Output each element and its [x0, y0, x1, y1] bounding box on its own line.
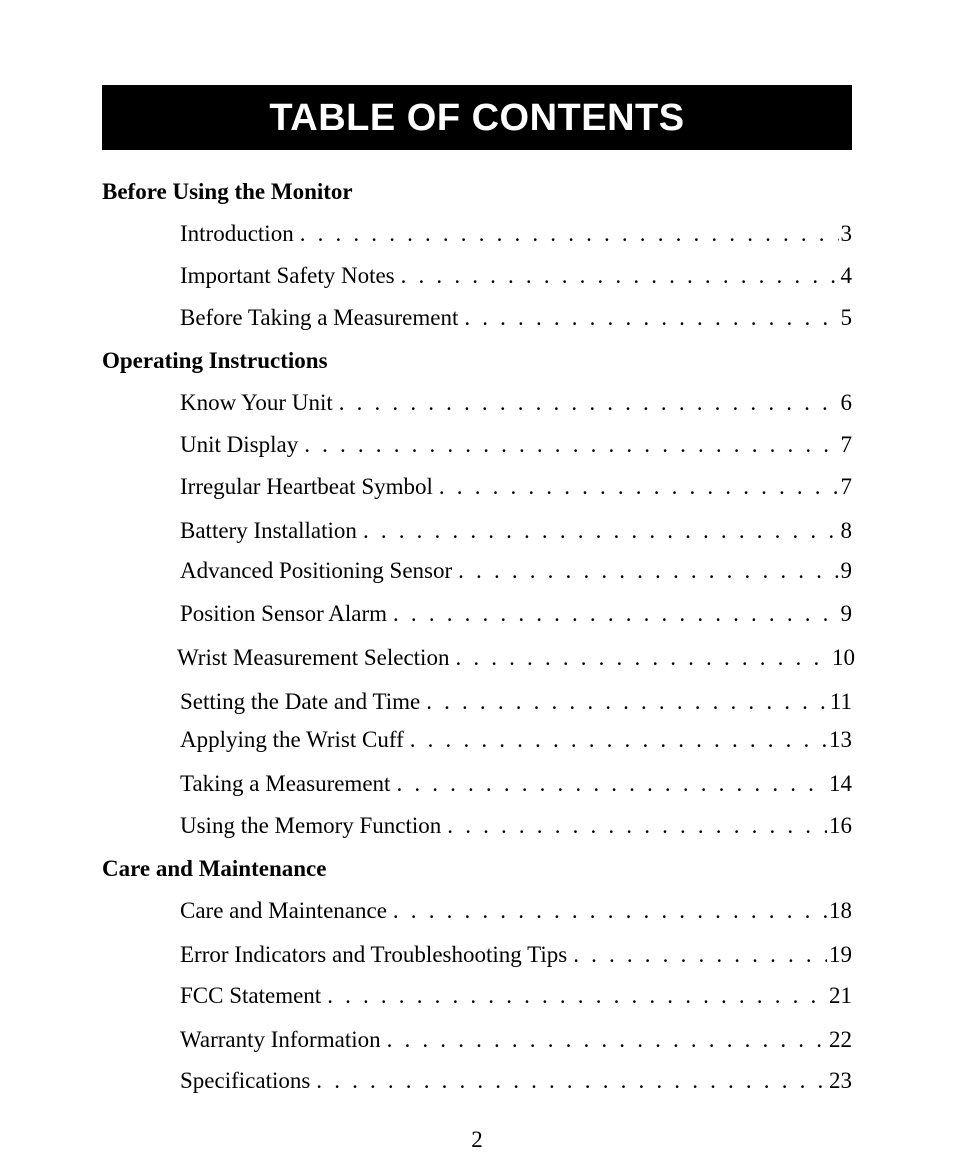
toc-entry-label: FCC Statement — [180, 983, 322, 1008]
toc-entry-page: 6 — [840, 390, 852, 415]
toc-entry-page: 7 — [840, 432, 852, 457]
toc-entry-page: 16 — [829, 813, 852, 838]
toc-entry-page: 10 — [832, 645, 855, 670]
toc-entry-battery-installation[interactable] — [180, 519, 852, 542]
toc-entry-irregular-heartbeat-symbol[interactable] — [180, 475, 852, 498]
toc-entry-page: 22 — [829, 1027, 852, 1052]
dot-leader — [304, 433, 838, 456]
title-banner — [102, 85, 852, 150]
dot-leader — [464, 306, 838, 329]
toc-entry-label: Setting the Date and Time — [180, 689, 421, 714]
toc-entry-specifications[interactable] — [180, 1069, 852, 1092]
toc-entry-error-indicators[interactable] — [180, 943, 852, 966]
page-number: 2 — [471, 1127, 483, 1152]
toc-entry-label: Specifications — [180, 1068, 311, 1093]
page-title: TABLE OF CONTENTS — [269, 96, 685, 139]
section-heading-care-maintenance: Care and Maintenance — [102, 856, 327, 881]
toc-entry-setting-date-time[interactable] — [180, 690, 852, 713]
toc-entry-advanced-positioning-sensor[interactable] — [180, 559, 852, 582]
toc-entry-page: 21 — [829, 983, 852, 1008]
toc-entry-page: 14 — [829, 771, 852, 796]
dot-leader — [339, 391, 839, 414]
toc-entry-label: Using the Memory Function — [180, 813, 442, 838]
toc-entry-know-your-unit[interactable] — [180, 391, 852, 414]
toc-entry-unit-display[interactable] — [180, 433, 852, 456]
toc-entry-label: Know Your Unit — [180, 390, 333, 415]
dot-leader — [410, 728, 827, 751]
dot-leader — [573, 943, 827, 966]
toc-entry-label: Unit Display — [180, 432, 299, 457]
dot-leader — [396, 772, 827, 795]
toc-entry-page: 7 — [840, 474, 852, 499]
dot-leader — [447, 814, 827, 837]
dot-leader — [393, 602, 838, 625]
dot-leader — [439, 475, 839, 498]
toc-entry-label: Care and Maintenance — [180, 898, 387, 923]
dot-leader — [316, 1069, 827, 1092]
toc-entry-label: Battery Installation — [180, 518, 357, 543]
toc-entry-warranty-information[interactable] — [180, 1028, 852, 1051]
dot-leader — [387, 1028, 827, 1051]
toc-entry-label: Introduction — [180, 221, 294, 246]
dot-leader — [426, 690, 828, 713]
toc-entry-page: 4 — [840, 263, 852, 288]
toc-entry-important-safety-notes[interactable] — [180, 264, 852, 287]
toc-entry-applying-wrist-cuff[interactable] — [180, 728, 852, 751]
toc-entry-page: 11 — [829, 689, 852, 714]
toc-entry-fcc-statement[interactable] — [180, 984, 852, 1007]
toc-entry-label: Before Taking a Measurement — [180, 305, 459, 330]
toc-entry-before-taking-measurement[interactable] — [180, 306, 852, 329]
toc-entry-page: 9 — [840, 558, 852, 583]
toc-entry-label: Warranty Information — [180, 1027, 381, 1052]
toc-entry-page: 23 — [829, 1068, 852, 1093]
toc-entry-taking-measurement[interactable] — [180, 772, 852, 795]
toc-entry-wrist-measurement-selection[interactable] — [177, 646, 855, 669]
toc-entry-page: 3 — [840, 221, 852, 246]
toc-entry-label: Applying the Wrist Cuff — [180, 727, 404, 752]
dot-leader — [327, 984, 827, 1007]
toc-entry-care-maintenance[interactable] — [180, 899, 852, 922]
toc-entry-label: Important Safety Notes — [180, 263, 395, 288]
toc-entry-label: Error Indicators and Troubleshooting Tips — [180, 942, 568, 967]
dot-leader — [300, 222, 839, 245]
toc-entry-position-sensor-alarm[interactable] — [180, 602, 852, 625]
toc-entry-label: Irregular Heartbeat Symbol — [180, 474, 433, 499]
toc-entry-label: Taking a Measurement — [180, 771, 391, 796]
toc-entry-label: Wrist Measurement Selection — [177, 645, 450, 670]
section-heading-before-using: Before Using the Monitor — [102, 179, 353, 204]
toc-entry-label: Advanced Positioning Sensor — [180, 558, 453, 583]
toc-entry-page: 18 — [829, 898, 852, 923]
toc-entry-memory-function[interactable] — [180, 814, 852, 837]
dot-leader — [401, 264, 839, 287]
dot-leader — [458, 559, 838, 582]
toc-entry-page: 5 — [840, 305, 852, 330]
dot-leader — [393, 899, 827, 922]
toc-entry-page: 19 — [829, 942, 852, 967]
toc-entry-page: 8 — [840, 518, 852, 543]
toc-entry-page: 13 — [829, 727, 852, 752]
toc-entry-introduction[interactable] — [180, 222, 852, 245]
dot-leader — [455, 646, 830, 669]
toc-entry-label: Position Sensor Alarm — [180, 601, 388, 626]
dot-leader — [363, 519, 839, 542]
section-heading-operating-instructions: Operating Instructions — [102, 348, 328, 373]
toc-entry-page: 9 — [840, 601, 852, 626]
